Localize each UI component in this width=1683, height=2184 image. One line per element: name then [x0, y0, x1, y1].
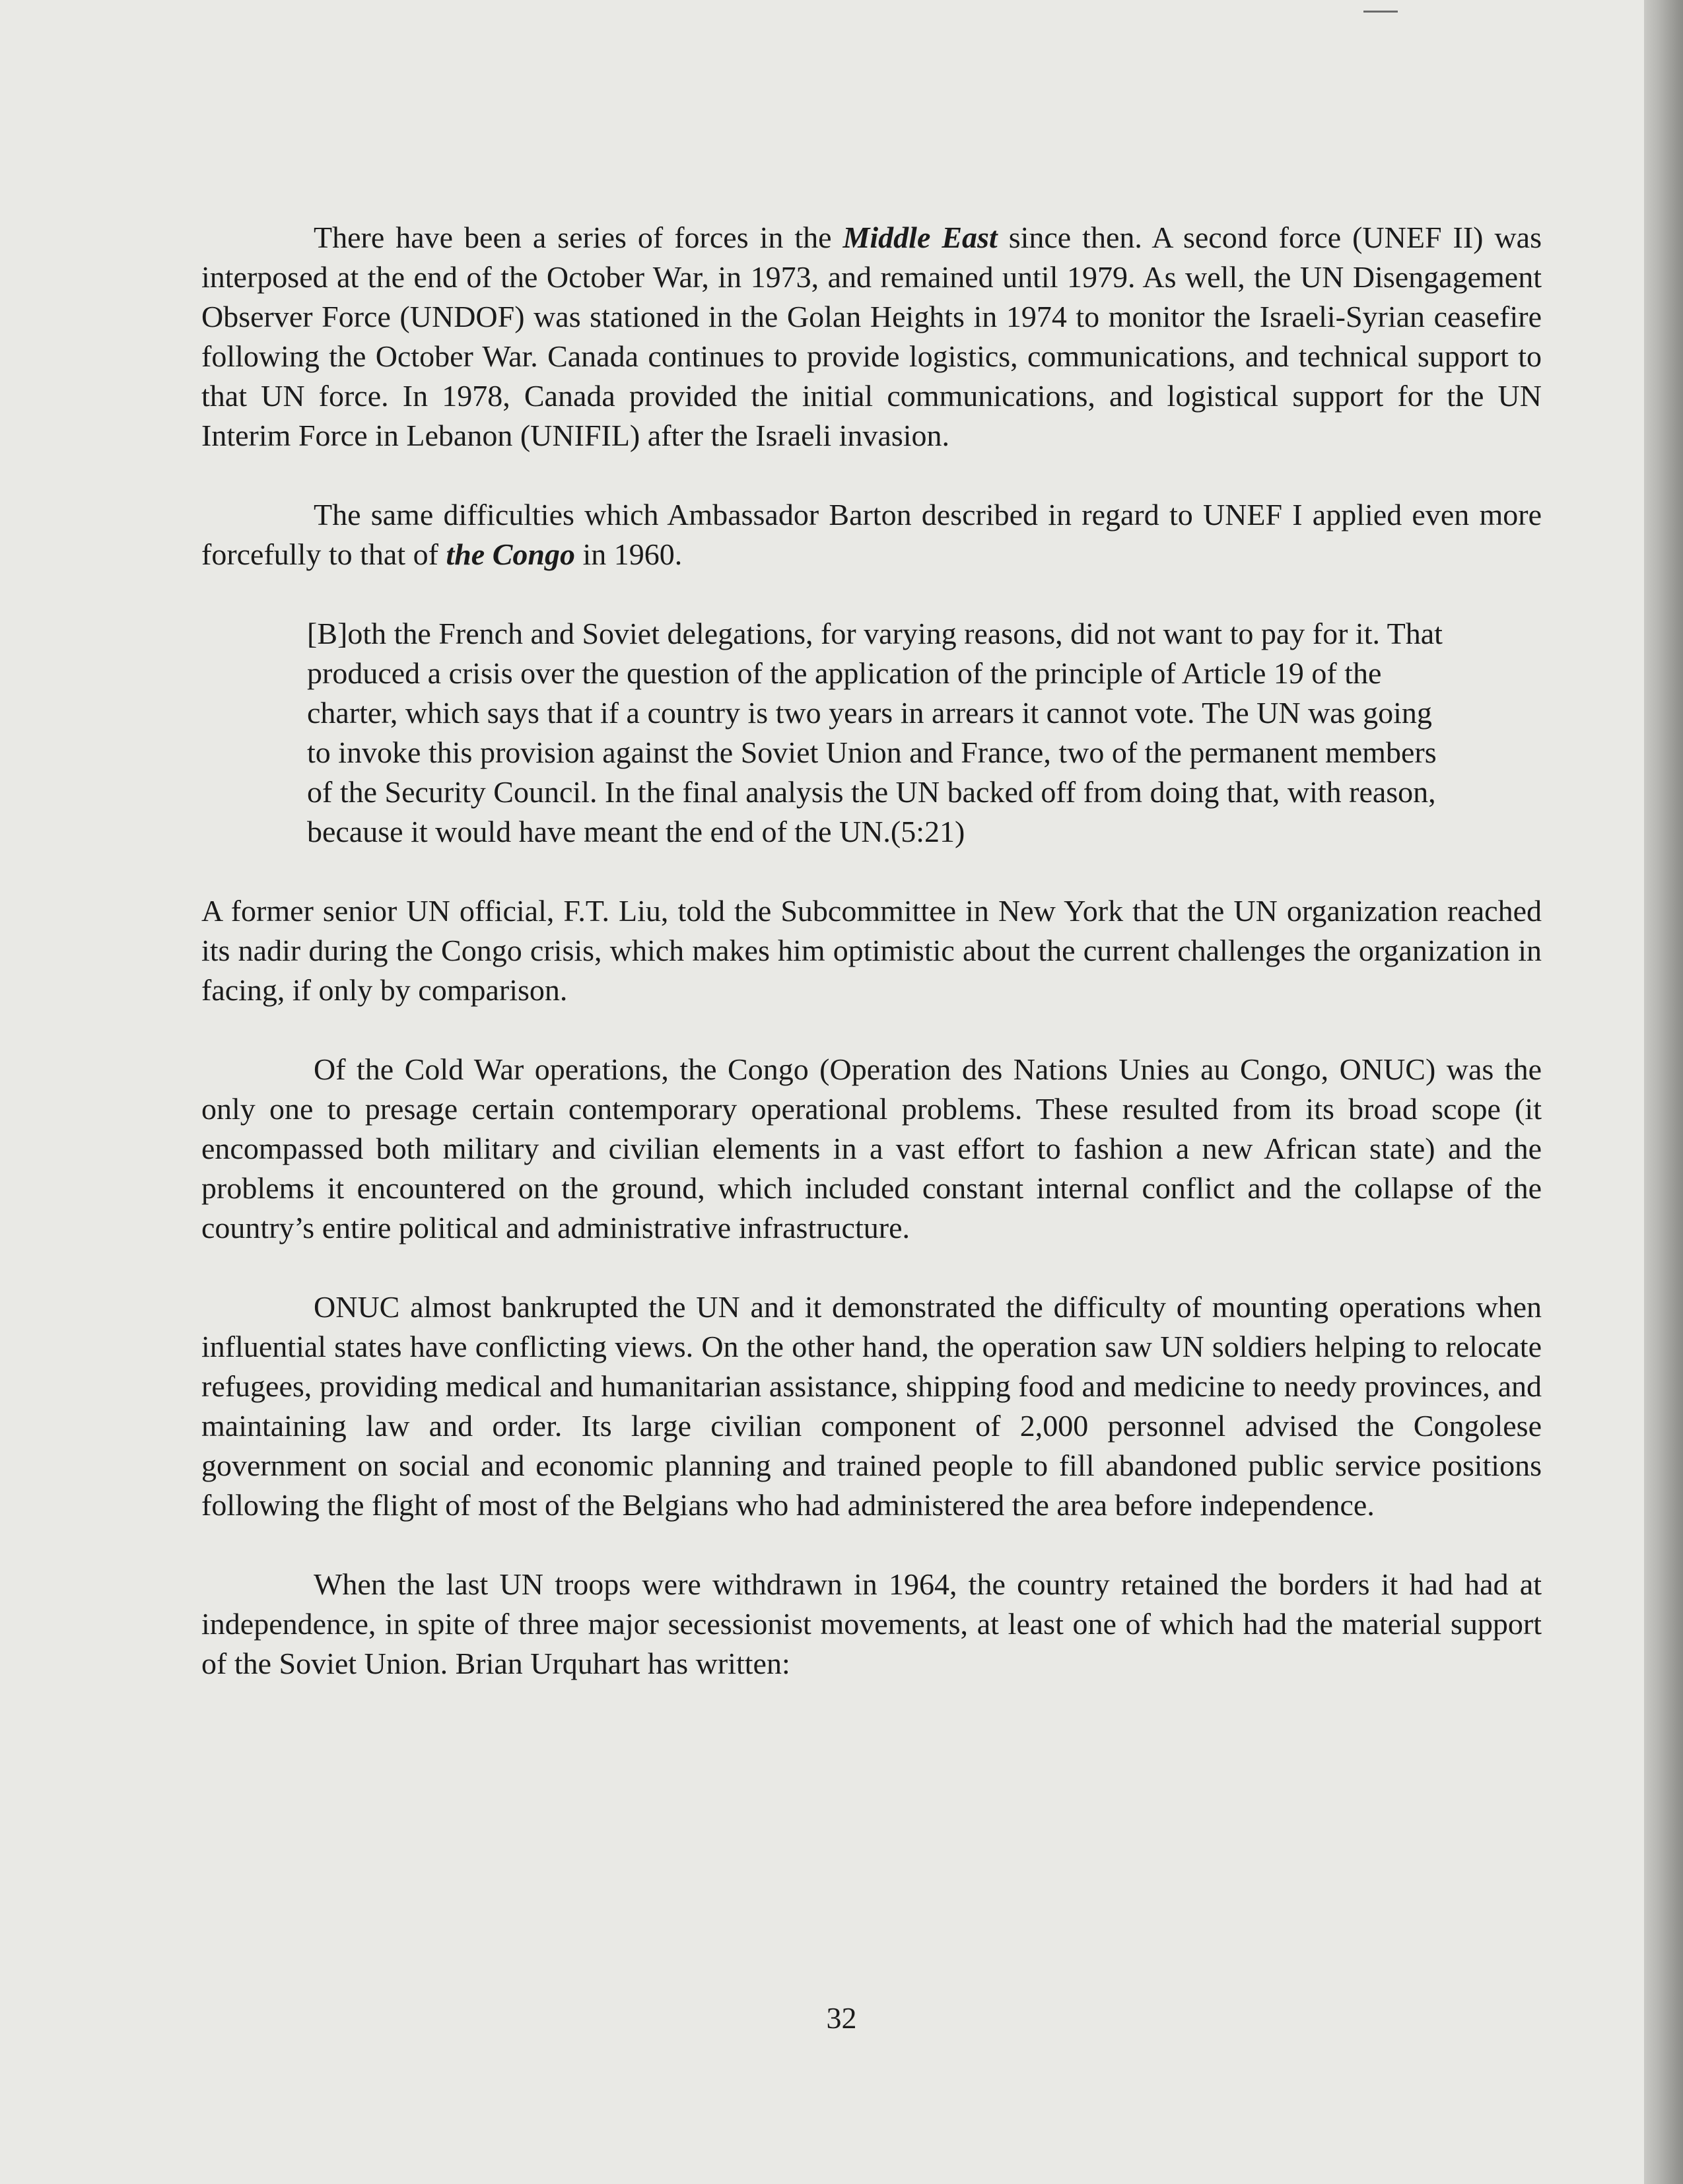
page-number: 32 [826, 2001, 857, 2035]
page-edge-shadow [1644, 0, 1683, 2184]
paragraph-withdrawal: When the last UN troops were withdrawn in 1964, the country retained the borders it had had at independence, in spite of three major secessionist movements, at least one of which had the material support of the Soviet Union. Brian Urquhart has written: [201, 1567, 1542, 1680]
emphasis-middle-east: Middle East [842, 221, 998, 254]
paragraph-middle-east [201, 218, 1542, 456]
paragraph-text: in 1960. [574, 537, 683, 571]
block-quote-barton: [B]oth the French and Soviet delegations, for varying reasons, did not want to pay for it. That produced a crisis over the question of the application of the principle of Article 19 of the charter, which says that if a country is two years in arrears it cannot vote. The UN was going to invoke this provision against the Soviet Union and France, two of the permanent members of the Security Council. In the final analysis the UN backed off from doing that, with reason, because it would have meant the end of the UN.(5:21) [307, 617, 1443, 848]
body-text [201, 218, 1542, 1723]
scan-mark [1363, 11, 1398, 13]
emphasis-the-congo: the Congo [446, 537, 575, 571]
paragraph-text: The same difficulties which Ambassador Barton described in regard to UNEF I applied even more forcefully to that of [201, 498, 1542, 571]
paragraph-congo-intro [201, 495, 1542, 574]
paragraph-text: since then. A second force (UNEF II) was interposed at the end of the October War, in 1973, and remained until 1979. As well, the UN Disengagement Observer Force (UNDOF) was stationed in the Golan Heights in 1974 to monitor the Israeli-Syrian ceasefire following the October War. Canada continues to provide logistics, communications, and technical support to that UN force. In 1978, Canada provided the initial communications, and logistical support for the UN Interim Force in Lebanon (UNIFIL) after the Israeli invasion. [201, 221, 1542, 452]
paragraph-onuc-bankrupt: ONUC almost bankrupted the UN and it demonstrated the difficulty of mounting operations when influential states have conflicting views. On the other hand, the operation saw UN soldiers helping to relocate refugees, providing medical and humanitarian assistance, shipping food and medicine to needy provinces, and maintaining law and order. Its large civilian component of 2,000 personnel advised the Congolese government on social and economic planning and trained people to fill abandoned public service positions following the flight of most of the Belgians who had administered the area before independence. [201, 1290, 1542, 1522]
paragraph-onuc-scope: Of the Cold War operations, the Congo (Operation des Nations Unies au Congo, ONUC) was the only one to presage certain contemporary operational problems. These resulted from its broad scope (it encompassed both military and civilian elements in a vast effort to fashion a new African state) and the problems it encountered on the ground, which included constant internal conflict and the collapse of the country’s entire political and administrative infrastructure. [201, 1052, 1542, 1245]
paragraph-liu: A former senior UN official, F.T. Liu, told the Subcommittee in New York that the UN organization reached its nadir during the Congo crisis, which makes him optimistic about the current challenges the organization in facing, if only by comparison. [201, 894, 1542, 1007]
paragraph-text: There have been a series of forces in the [314, 221, 843, 254]
